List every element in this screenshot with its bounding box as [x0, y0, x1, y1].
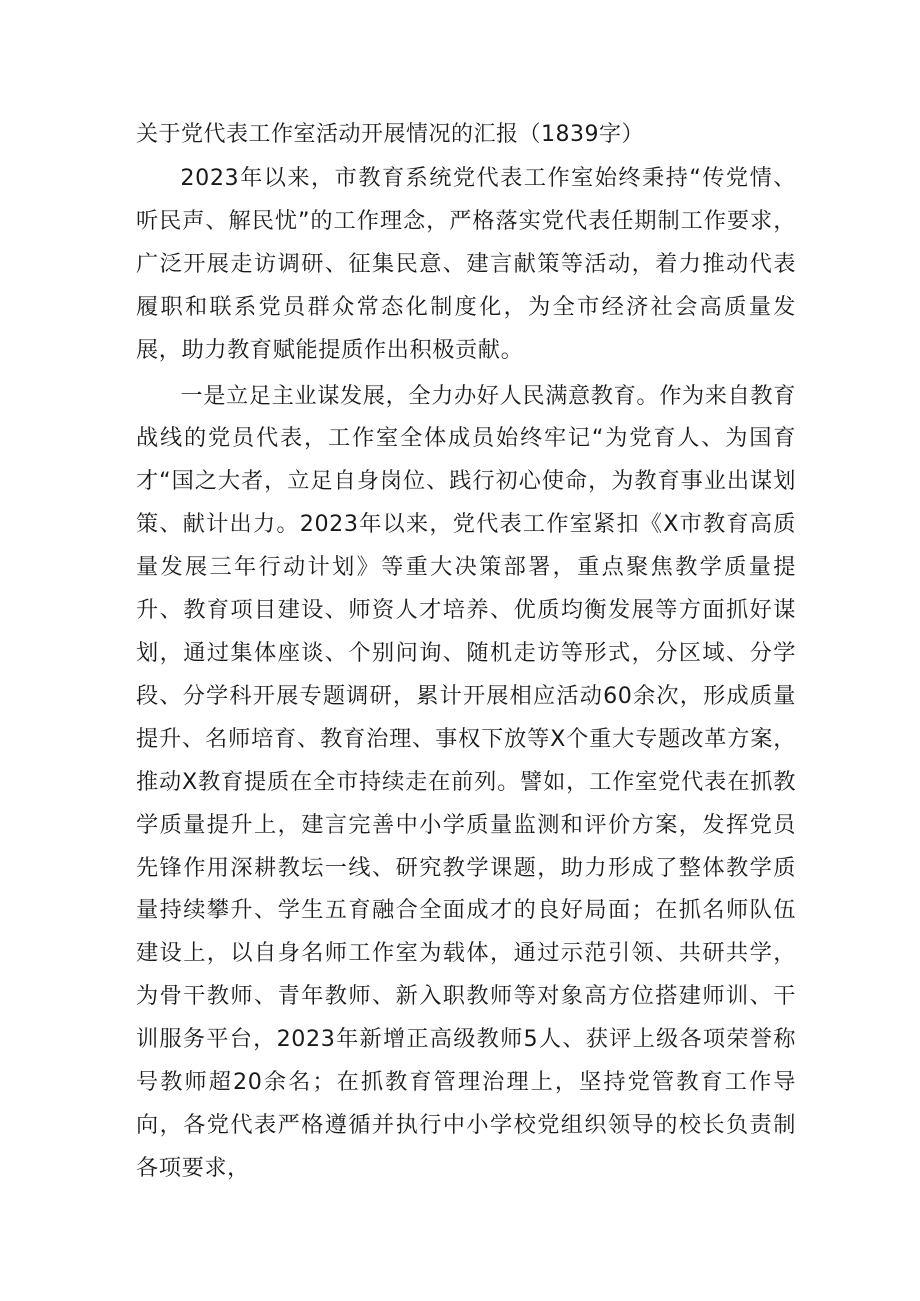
paragraph-section-one: 一是立足主业谋发展，全力办好人民满意教育。作为来自教育战线的党员代表，工作室全体成员始终牢记“为党育人、为国育才“国之大者，立足自身岗位、践行初心使命，为教育事业出谋划策、献计出力。2023年以来，党代表工作室紧扣《X市教育高质量发展三年行动计划》等重大决策部署，重点聚焦教学质量提升、教育项目建设、师资人才培养、优质均衡发展等方面抓好谋划，通过集体座谈、个别问询、随机走访等形式，分区域、分学段、分学科开展专题调研，累计开展相应活动60余次，形成质量提升、名师培育、教育治理、事权下放等X个重大专题改革方案，推动X教育提质在全市持续走在前列。譬如，工作室党代表在抓教学质量提升上，建言完善中小学质量监测和评价方案，发挥党员先锋作用深耕教坛一线、研究教学课题，助力形成了整体教学质量持续攀升、学生五育融合全面成才的良好局面；在抓名师队伍建设上，以自身名师工作室为载体，通过示范引领、共研共学，为骨干教师、青年教师、新入职教师等对象高方位搭建师训、干训服务平台，2023年新增正高级教师5人、获评上级各项荣誉称号教师超20余名；在抓教育管理治理上，坚持党管教育工作导向，各党代表严格遵循并执行中小学校党组织领导的校长负责制各项要求， [136, 382, 796, 1181]
paragraph-intro: 2023年以来，市教育系统党代表工作室始终秉持“传党情、听民声、解民忧”的工作理念，严格落实党代表任期制工作要求，广泛开展走访调研、征集民意、建言献策等活动，着力推动代表履职和联系党员群众常态化制度化，为全市经济社会高质量发展，助力教育赋能提质作出积极贡献。 [136, 165, 796, 363]
document-title: 关于党代表工作室活动开展情况的汇报（1839字） [136, 122, 644, 147]
document-body [136, 117, 796, 1190]
